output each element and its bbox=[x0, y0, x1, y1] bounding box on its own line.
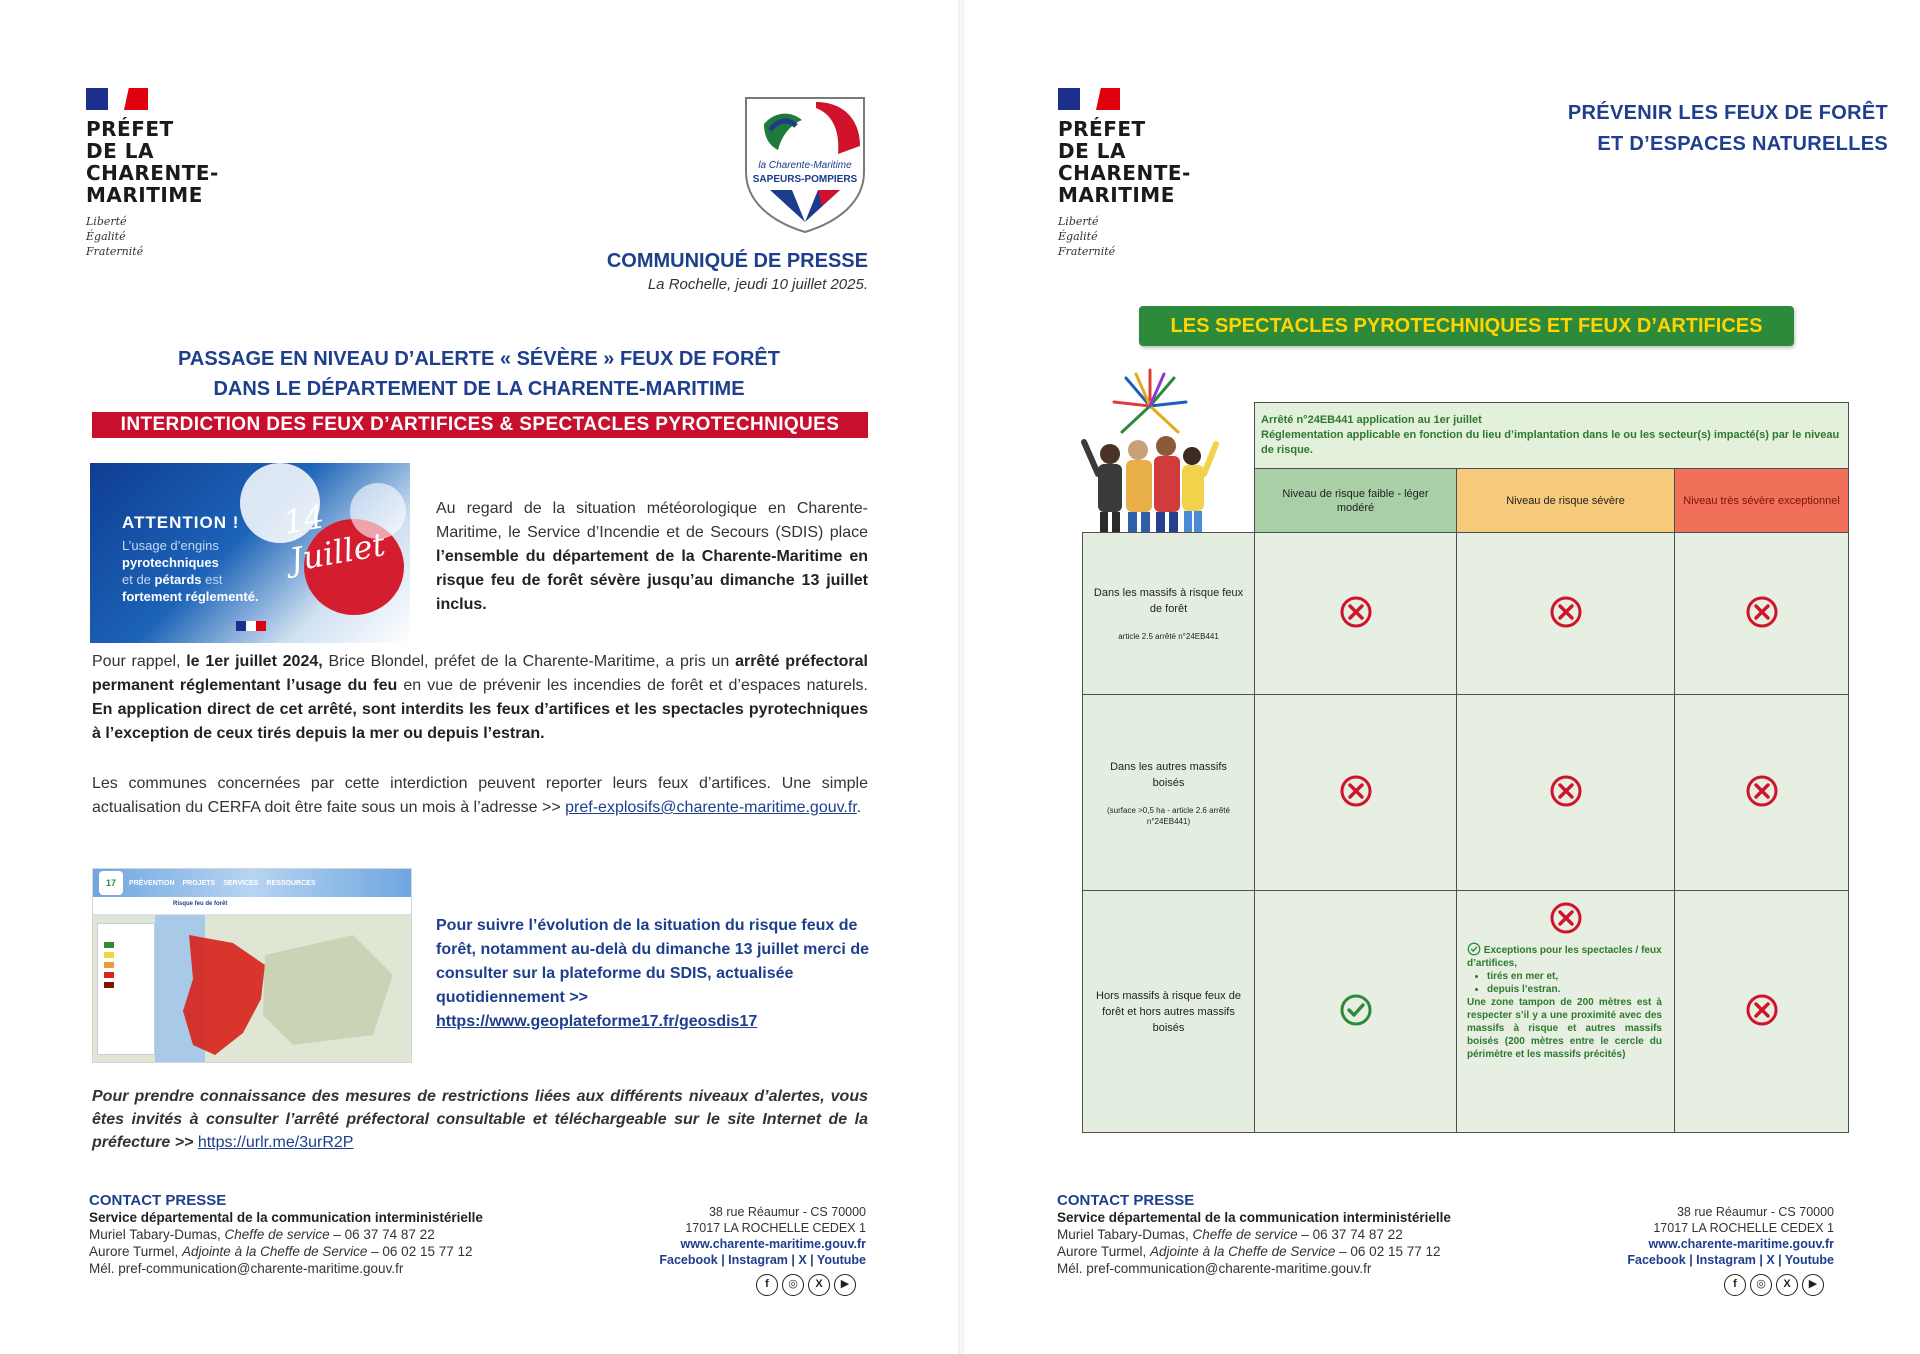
main-title-line2: DANS LE DÉPARTEMENT DE LA CHARENTE-MARITIME bbox=[213, 378, 745, 400]
table-row bbox=[1083, 533, 1849, 695]
forbidden-icon bbox=[1549, 901, 1583, 935]
restrictions-text: Pour prendre connaissance des mesures de restrictions liées aux différents niveaux d’alertes, vous êtes invités à consulter l’arrêté préfectoral consultable et téléchargeable sur le site Internet de la préfecture >> bbox=[92, 1088, 868, 1151]
address-line1: 38 rue Réaumur - CS 70000 bbox=[708, 1205, 866, 1219]
attention-text bbox=[122, 537, 312, 605]
communes-end: . bbox=[856, 799, 862, 816]
attention-line4: fortement réglementé. bbox=[122, 589, 259, 604]
forbidden-icon bbox=[1339, 595, 1373, 629]
table-info-arrete: Arrêté n°24EB441 application au 1er juillet bbox=[1261, 414, 1482, 426]
map-legend-panel bbox=[97, 923, 155, 1055]
risk-map bbox=[93, 901, 412, 1063]
attention-line2: pyrotechniques bbox=[122, 555, 219, 570]
exception-sea: • tirés en mer et, bbox=[1487, 970, 1662, 983]
social-icons bbox=[756, 1274, 856, 1296]
col-header-very-severe-risk: Niveau très sévère exceptionnel bbox=[1675, 469, 1849, 533]
reminder-e: en vue de prévenir les incendies de forêt et d’espaces naturels. bbox=[397, 677, 869, 694]
allowed-check-icon bbox=[1339, 993, 1373, 1027]
table-row bbox=[1083, 695, 1849, 891]
forbidden-icon bbox=[1339, 774, 1373, 808]
facebook-icon[interactable]: f bbox=[756, 1274, 778, 1296]
attention-line1: L’usage d’engins bbox=[122, 538, 219, 553]
address-line2: 17017 LA ROCHELLE CEDEX 1 bbox=[685, 1221, 866, 1235]
address-line2-right: 17017 LA ROCHELLE CEDEX 1 bbox=[1653, 1221, 1834, 1235]
row2-note: (surface >0,5 ha - article 2.6 arrêté n°24EB441) bbox=[1107, 805, 1230, 826]
republic-motto-right: Liberté Égalité Fraternité bbox=[1058, 215, 1116, 258]
contact-email-right: Mél. pref-communication@charente-maritime.gouv.fr bbox=[1057, 1261, 1372, 1276]
x-icon[interactable]: X bbox=[808, 1274, 830, 1296]
geoplateforme-screenshot bbox=[92, 868, 412, 1063]
reminder-prohibition: En application direct de cet arrêté, sont interdits les feux d’artifices et les spectacles pyrotechniques à l’exception de ceux tirés depuis la mer ou depuis l’estran. bbox=[92, 701, 868, 742]
reminder-date: le 1er juillet 2024, bbox=[186, 653, 323, 670]
forbidden-icon bbox=[1745, 774, 1779, 808]
row3-very-severe-cell bbox=[1675, 891, 1849, 1133]
row2-label: Dans les autres massifs boisés bbox=[1110, 760, 1227, 789]
contact-1-phone-right: – 06 37 74 87 22 bbox=[1297, 1227, 1403, 1242]
screenshot-menu3: SERVICES bbox=[223, 879, 259, 887]
col-header-severe-risk: Niveau de risque sévère bbox=[1457, 469, 1675, 533]
row1-note: article 2.5 arrêté n°24EB441 bbox=[1118, 632, 1219, 641]
social-links-text-right[interactable]: Facebook | Instagram | X | Youtube bbox=[1627, 1253, 1834, 1267]
contact-email: Mél. pref-communication@charente-maritime.gouv.fr bbox=[89, 1261, 404, 1276]
press-contact-right bbox=[1057, 1192, 1577, 1277]
attention-line3b: pétards bbox=[154, 572, 202, 587]
sdis-shield-logo bbox=[742, 94, 868, 234]
screenshot-menu4: RESSOURCES bbox=[266, 879, 316, 887]
marianne-flag-icon bbox=[86, 88, 148, 110]
contact-title-right: CONTACT PRESSE bbox=[1057, 1192, 1195, 1209]
contact-2-name: Aurore Turmel, bbox=[89, 1244, 183, 1259]
contact-1-role-right: Cheffe de service bbox=[1192, 1227, 1298, 1242]
attention-line3c: est bbox=[205, 572, 223, 587]
row1-severe-cell bbox=[1457, 533, 1675, 695]
screenshot-menu1: PRÉVENTION bbox=[129, 879, 175, 887]
contact-1-name: Muriel Tabary-Dumas, bbox=[89, 1227, 225, 1242]
row-label-forest-massifs bbox=[1083, 533, 1255, 695]
prohibition-banner: INTERDICTION DES FEUX D’ARTIFICES & SPECTACLES PYROTECHNIQUES bbox=[92, 412, 868, 438]
exception-check-icon bbox=[1467, 942, 1481, 956]
intro-text: Au regard de la situation météorologique en Charente-Maritime, le Service d’Incendie et de Secours (SDIS) place bbox=[436, 500, 868, 541]
prefecture-address bbox=[626, 1204, 866, 1268]
instagram-icon[interactable]: ◎ bbox=[782, 1274, 804, 1296]
geoplateforme-logo: 17 bbox=[99, 871, 123, 895]
screenshot-nav bbox=[93, 869, 411, 897]
contact-2-name-right: Aurore Turmel, bbox=[1057, 1244, 1151, 1259]
regulation-table bbox=[1082, 402, 1849, 1133]
table-row bbox=[1083, 891, 1849, 1133]
buffer-zone-note: Une zone tampon de 200 mètres est à respecter s’il y a une proximité avec des massifs à risque et autres massifs boisés (200 mètres entre le cercle du périmètre et les massifs précités) bbox=[1467, 997, 1662, 1060]
contact-title: CONTACT PRESSE bbox=[89, 1192, 227, 1209]
exceptions-note bbox=[1457, 938, 1674, 1065]
prefecture-arrete-link[interactable]: https://urlr.me/3urR2P bbox=[197, 1134, 354, 1151]
row2-severe-cell bbox=[1457, 695, 1675, 891]
prevention-title: PRÉVENIR LES FEUX DE FORÊT ET D’ESPACES NATURELLES bbox=[1567, 102, 1888, 155]
row3-severe-cell bbox=[1457, 891, 1675, 1133]
attention-line3a: et de bbox=[122, 572, 151, 587]
screenshot-subbar bbox=[93, 897, 411, 915]
sdis-paragraph bbox=[436, 914, 876, 1034]
contact-2-phone-right: – 06 02 15 77 12 bbox=[1335, 1244, 1441, 1259]
row2-very-severe-cell bbox=[1675, 695, 1849, 891]
youtube-icon[interactable]: ▶ bbox=[1802, 1274, 1824, 1296]
col-header-low-risk: Niveau de risque faible - léger modéré bbox=[1255, 469, 1457, 533]
sdis-text: Pour suivre l’évolution de la situation du risque feux de forêt, notamment au-delà du dimanche 13 juillet merci de consulter sur la plateforme du SDIS, actualisée quotidiennement >> bbox=[436, 917, 869, 1006]
press-release-heading: COMMUNIQUÉ DE PRESSE bbox=[606, 250, 868, 272]
contact-service-right: Service départemental de la communication interministérielle bbox=[1057, 1210, 1451, 1225]
address-line1-right: 38 rue Réaumur - CS 70000 bbox=[1676, 1205, 1834, 1219]
prefecture-name-right: PRÉFET DE LA CHARENTE- MARITIME bbox=[1058, 117, 1191, 207]
communes-paragraph bbox=[92, 772, 868, 820]
screenshot-menu2: PROJETS bbox=[182, 879, 216, 887]
contact-1-name-right: Muriel Tabary-Dumas, bbox=[1057, 1227, 1193, 1242]
explosifs-email-link[interactable]: pref-explosifs@charente-maritime.gouv.fr bbox=[565, 799, 857, 816]
mini-flag-icon bbox=[236, 621, 266, 631]
logo-line2: SAPEURS-POMPIERS bbox=[752, 174, 858, 185]
youtube-icon[interactable]: ▶ bbox=[834, 1274, 856, 1296]
attention-title: ATTENTION ! bbox=[122, 513, 240, 532]
prefecture-website-link-right[interactable]: www.charente-maritime.gouv.fr bbox=[1648, 1237, 1834, 1251]
forbidden-icon bbox=[1549, 774, 1583, 808]
restrictions-paragraph bbox=[92, 1085, 868, 1154]
prefecture-logo-right bbox=[1058, 88, 1258, 259]
table-info-header bbox=[1255, 403, 1849, 469]
fireworks-banner: LES SPECTACLES PYROTECHNIQUES ET FEUX D’ARTIFICES bbox=[1139, 306, 1794, 346]
x-icon[interactable]: X bbox=[1776, 1274, 1798, 1296]
contact-1-role: Cheffe de service bbox=[224, 1227, 330, 1242]
forbidden-icon bbox=[1745, 993, 1779, 1027]
reminder-arrete: arrêté préfectoral permanent réglementant l’usage du feu bbox=[92, 653, 869, 694]
press-release-date: La Rochelle, jeudi 10 juillet 2025. bbox=[647, 276, 868, 293]
prefecture-name: PRÉFET DE LA CHARENTE- MARITIME bbox=[86, 117, 219, 207]
main-title-line1: PASSAGE EN NIVEAU D’ALERTE « SÉVÈRE » FEUX DE FORÊT bbox=[178, 348, 780, 370]
main-title bbox=[90, 344, 868, 404]
geoplateforme-link[interactable]: https://www.geoplateforme17.fr/geosdis17 bbox=[436, 1013, 758, 1030]
reminder-paragraph bbox=[92, 650, 868, 746]
map-panel-title: Risque feu de forêt bbox=[173, 901, 228, 907]
contact-2-phone: – 06 02 15 77 12 bbox=[367, 1244, 473, 1259]
table-info-regulation: Réglementation applicable en fonction du lieu d’implantation dans le ou les secteur(s) impacté(s) par le niveau de risque. bbox=[1261, 429, 1840, 456]
communes-text: Les communes concernées par cette interdiction peuvent reporter leurs feux d’artifices. Une simple actualisation du CERFA doit être faite sous un mois à l’adresse >> bbox=[92, 775, 868, 816]
contact-service: Service départemental de la communication interministérielle bbox=[89, 1210, 483, 1225]
prefecture-logo bbox=[86, 88, 286, 259]
social-icons-right bbox=[1724, 1274, 1824, 1296]
left-page bbox=[0, 0, 958, 1354]
reminder-c: Brice Blondel, préfet de la Charente-Maritime, a pris un bbox=[322, 653, 736, 670]
marianne-flag-icon-right bbox=[1058, 88, 1120, 110]
right-page bbox=[964, 0, 1920, 1354]
contact-1-phone: – 06 37 74 87 22 bbox=[329, 1227, 435, 1242]
row-label-other-woods bbox=[1083, 695, 1255, 891]
reminder-a: Pour rappel, bbox=[92, 653, 187, 670]
logo-line1: la Charente-Maritime bbox=[758, 160, 852, 171]
forbidden-icon bbox=[1549, 595, 1583, 629]
table-corner bbox=[1083, 403, 1255, 533]
row2-low-cell bbox=[1255, 695, 1457, 891]
row1-very-severe-cell bbox=[1675, 533, 1849, 695]
prefecture-address-right bbox=[1594, 1204, 1834, 1268]
republic-motto: Liberté Égalité Fraternité bbox=[86, 215, 144, 258]
press-contact bbox=[89, 1192, 609, 1277]
contact-2-role-right: Adjointe à la Cheffe de Service bbox=[1150, 1244, 1336, 1259]
prefecture-website-link[interactable]: www.charente-maritime.gouv.fr bbox=[680, 1237, 866, 1251]
forbidden-icon bbox=[1745, 595, 1779, 629]
row1-low-cell bbox=[1255, 533, 1457, 695]
row1-label: Dans les massifs à risque feux de forêt bbox=[1093, 587, 1244, 615]
exceptions-title: Exceptions pour les spectacles / feux d’artifices, bbox=[1467, 945, 1662, 969]
contact-2-role: Adjointe à la Cheffe de Service bbox=[182, 1244, 368, 1259]
row3-low-cell bbox=[1255, 891, 1457, 1133]
exception-estran: • depuis l’estran. bbox=[1487, 983, 1662, 996]
attention-date-script: 14 Juillet bbox=[280, 497, 389, 580]
attention-image bbox=[90, 463, 410, 643]
row-label-outside-massifs: Hors massifs à risque feux de forêt et hors autres massifs boisés bbox=[1083, 891, 1255, 1133]
intro-paragraph bbox=[436, 497, 868, 617]
instagram-icon[interactable]: ◎ bbox=[1750, 1274, 1772, 1296]
social-links-text[interactable]: Facebook | Instagram | X | Youtube bbox=[659, 1253, 866, 1267]
facebook-icon[interactable]: f bbox=[1724, 1274, 1746, 1296]
intro-bold-text: l’ensemble du département de la Charente-Maritime en risque feu de forêt sévère jusqu’au dimanche 13 juillet inclus. bbox=[436, 548, 868, 613]
